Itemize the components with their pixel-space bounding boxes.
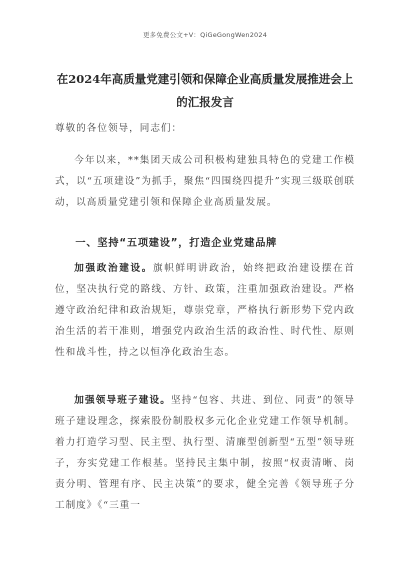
paragraph-leadership-construction bbox=[55, 390, 355, 516]
document-title: 在2024年高质量党建引领和保障企业高质量发展推进会上的汇报发言 bbox=[56, 72, 354, 109]
section-heading-1: 一、坚持“五项建设”，打造企业党建品牌 bbox=[75, 238, 278, 249]
salutation: 尊敬的各位领导，同志们： bbox=[55, 123, 183, 134]
paragraph-body-political: 旗帜鲜明讲政治，始终把政治建设摆在首位，坚决执行党的路线、方针、政策，注重加强政治建设。严格遵守政治纪律和政治规矩，尊崇党章，严格执行新形势下党内政治生活的若干准则，增强党内政治生活的政治性、时代性、原则性和战斗性，持之以恒净化政治生态。 bbox=[55, 263, 356, 358]
paragraph-lead-leadership: 加强领导班子建设。 bbox=[74, 395, 171, 406]
intro-paragraph: 今年以来，**集团天成公司积极构建独具特色的党建工作模式，以“五项建设”为抓手，聚焦“四围绕四提升”实现三级联创联动，以高质量党建引领和保障企业高质量发展。 bbox=[55, 155, 355, 208]
paragraph-body-leadership: 坚持“包容、共进、到位、同责”的领导班子建设理念，探索股份制股权多元化企业党建工作领导机制。着力打造学习型、民主型、执行型、清廉型创新型“五型”领导班子，夯实党建工作根基。坚持民主集中制，按照“权责清晰、岗责分明、管理有序、民主决策”的要求，健全完善《领导班子分工制度》《“三重一 bbox=[55, 395, 356, 511]
paragraph-political-construction bbox=[55, 258, 355, 363]
header-note: 更多免费公文+V：QiGeGongWen2024 bbox=[142, 31, 268, 39]
paragraph-lead-political: 加强政治建设。 bbox=[74, 263, 154, 274]
